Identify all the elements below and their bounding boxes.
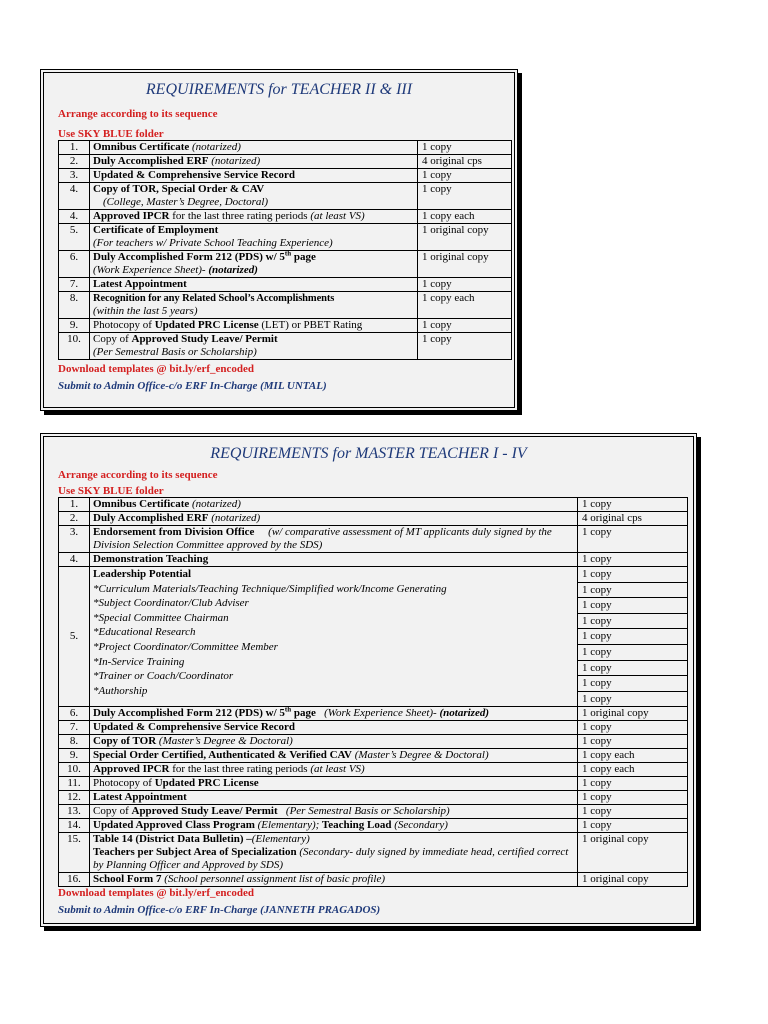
requirement-cell xyxy=(90,749,578,763)
quantity-cell: 1 copy each xyxy=(418,210,512,224)
requirement-name: Demonstration Teaching xyxy=(93,553,209,565)
requirement-note: (Per Semestral Basis or Scholarship) xyxy=(277,805,450,818)
quantity-cell: 1 copy xyxy=(578,498,688,512)
row-number: 4. xyxy=(59,183,90,210)
row-number: 6. xyxy=(59,251,90,278)
requirement-name: Duly Accomplished ERF xyxy=(93,155,209,167)
requirement-cell xyxy=(90,251,418,278)
table-row xyxy=(59,735,688,749)
requirement-note: (For teachers w/ Private School Teaching Experience) xyxy=(93,237,333,249)
requirement-cell xyxy=(90,707,578,721)
quantity-value: 1 copy xyxy=(578,676,687,692)
quantity-value: 1 copy xyxy=(578,629,687,645)
table-row xyxy=(59,512,688,526)
row-number: 8. xyxy=(59,735,90,749)
requirement-note: (notarized) xyxy=(208,155,261,167)
requirement-name-cont: page xyxy=(291,707,316,720)
table-row xyxy=(59,805,688,819)
table-row xyxy=(59,292,512,319)
requirement-name: Duly Accomplished Form 212 (PDS) w/ 5 xyxy=(93,707,285,720)
quantity-cell: 1 original copy xyxy=(578,833,688,873)
row-number: 1. xyxy=(59,141,90,155)
quantity-value: 1 copy xyxy=(578,598,687,614)
leadership-item: *In-Service Training xyxy=(93,655,185,668)
requirement-cell xyxy=(90,210,418,224)
row-number: 7. xyxy=(59,278,90,292)
teacher-requirements-panel xyxy=(40,69,518,411)
requirement-text: Photocopy of xyxy=(93,777,155,790)
quantity-cell: 1 copy xyxy=(418,278,512,292)
requirement-cell xyxy=(90,567,578,707)
row-number: 9. xyxy=(59,319,90,333)
requirement-name: Omnibus Certificate xyxy=(93,141,190,153)
leadership-item: *Authorship xyxy=(93,684,148,697)
panel-title: REQUIREMENTS for MASTER TEACHER I - IV xyxy=(210,445,527,462)
quantity-cell: 1 copy xyxy=(418,183,512,210)
requirement-name: Copy of TOR xyxy=(93,735,157,748)
requirement-note: (Work Experience Sheet)- xyxy=(315,707,440,720)
requirement-note: (Per Semestral Basis or Scholarship) xyxy=(93,346,257,358)
table-row xyxy=(59,763,688,777)
row-number: 15. xyxy=(59,833,90,873)
leadership-item: *Trainer or Coach/Coordinator xyxy=(93,670,234,683)
submit-note: Submit to Admin Office-c/o ERF In-Charge (JANNETH PRAGADOS) xyxy=(58,904,381,917)
table-row xyxy=(59,749,688,763)
requirement-name: Special Order Certified, Authenticated & Verified CAV xyxy=(93,749,352,762)
table-row xyxy=(59,169,512,183)
table-row xyxy=(59,777,688,791)
requirements-table xyxy=(58,497,688,887)
row-number: 6. xyxy=(59,707,90,721)
table-row xyxy=(59,210,512,224)
row-number: 2. xyxy=(59,512,90,526)
requirement-note: (notarized) xyxy=(189,141,241,153)
table-row xyxy=(59,553,688,567)
quantity-cell: 4 original cps xyxy=(418,155,512,169)
row-number: 11. xyxy=(59,777,90,791)
requirement-note: (at least VS) xyxy=(310,210,365,222)
requirement-name: Omnibus Certificate xyxy=(93,498,190,510)
requirement-cell xyxy=(90,333,418,360)
requirement-cell xyxy=(90,763,578,777)
table-row xyxy=(59,333,512,360)
requirement-note: (Master’s Degree & Doctoral) xyxy=(156,735,293,748)
table-row xyxy=(59,567,688,707)
requirement-note: (w/ comparative assessment of MT applicants duly signed by the Division Selection Committee approved by the SDS) xyxy=(93,526,552,551)
quantity-cell: 1 copy xyxy=(578,805,688,819)
requirement-name: School Form 7 xyxy=(93,873,162,886)
requirement-cell xyxy=(90,183,418,210)
requirement-text: (LET) or PBET Rating xyxy=(258,319,363,331)
requirement-name-cont: page xyxy=(291,251,316,263)
requirement-cell xyxy=(90,319,418,333)
requirement-text: Copy of xyxy=(93,333,132,345)
requirement-name: Approved Study Leave/ Permit xyxy=(131,805,278,818)
requirement-cell xyxy=(90,553,578,567)
requirement-note: (Work Experience Sheet)- xyxy=(93,264,209,276)
requirement-note: (at least VS) xyxy=(310,763,365,776)
requirement-cell xyxy=(90,805,578,819)
leadership-item: *Curriculum Materials/Teaching Technique/Simplified work/Income Generating xyxy=(93,582,447,595)
requirement-note: (Elementary) xyxy=(251,833,310,846)
table-row xyxy=(59,707,688,721)
requirement-name: Latest Appointment xyxy=(93,791,187,804)
leadership-item: *Special Committee Chairman xyxy=(93,611,229,624)
row-number: 3. xyxy=(59,169,90,183)
requirement-name: Updated & Comprehensive Service Record xyxy=(93,169,296,181)
quantity-cell: 1 original copy xyxy=(418,251,512,278)
requirement-cell xyxy=(90,791,578,805)
table-row xyxy=(59,183,512,210)
requirement-cell xyxy=(90,735,578,749)
quantity-cell: 1 copy xyxy=(578,721,688,735)
requirement-name: Updated PRC License xyxy=(154,777,259,790)
instruction-folder: Use SKY BLUE folder xyxy=(58,128,164,140)
requirement-name: Duly Accomplished Form 212 (PDS) w/ 5 xyxy=(93,251,285,263)
row-number: 10. xyxy=(59,763,90,777)
requirement-name: Updated PRC License xyxy=(154,319,259,331)
requirement-name: Table 14 (District Data Bulletin) – xyxy=(93,833,252,846)
requirement-note-bold: (notarized) xyxy=(208,264,258,276)
master-teacher-requirements-panel xyxy=(40,433,697,927)
requirement-cell xyxy=(90,278,418,292)
requirement-cell xyxy=(90,721,578,735)
requirement-name: Endorsement from Division Office xyxy=(93,526,255,538)
requirement-name: Copy of TOR, Special Order & CAV xyxy=(93,183,265,195)
requirement-name: Approved IPCR xyxy=(93,763,170,776)
leadership-item: Leadership Potential xyxy=(93,568,192,580)
quantity-value: 1 copy xyxy=(578,614,687,630)
superscript: th xyxy=(284,249,292,258)
quantity-cell: 1 copy xyxy=(418,141,512,155)
requirement-cell xyxy=(90,819,578,833)
instruction-sequence: Arrange according to its sequence xyxy=(58,108,218,120)
requirement-note: (notarized) xyxy=(189,498,241,510)
panel-title: REQUIREMENTS for TEACHER II & III xyxy=(145,81,413,98)
requirement-name: Updated Approved Class Program xyxy=(93,819,255,832)
requirement-name: Latest Appointment xyxy=(93,278,187,290)
download-templates-link[interactable]: Download templates @ bit.ly/erf_encoded xyxy=(58,887,254,900)
requirement-note: (College, Master’s Degree, Doctoral) xyxy=(103,196,269,208)
requirement-text: Copy of xyxy=(93,805,132,818)
table-row xyxy=(59,873,688,887)
table-row xyxy=(59,721,688,735)
quantity-value: 1 copy xyxy=(578,645,687,661)
instruction-sequence: Arrange according to its sequence xyxy=(58,469,218,481)
quantity-value: 1 copy xyxy=(582,692,612,705)
row-number: 3. xyxy=(59,526,90,553)
quantity-cell: 1 original copy xyxy=(418,224,512,251)
requirement-cell xyxy=(90,498,578,512)
row-number: 13. xyxy=(59,805,90,819)
quantity-cell: 1 copy xyxy=(418,169,512,183)
requirement-cell xyxy=(90,155,418,169)
requirement-text: for the last three rating periods xyxy=(169,210,311,222)
row-number: 5. xyxy=(59,224,90,251)
requirement-cell xyxy=(90,292,418,319)
row-number: 1. xyxy=(59,498,90,512)
leadership-item: *Subject Coordinator/Club Adviser xyxy=(93,597,249,610)
leadership-item: *Educational Research xyxy=(93,626,196,639)
table-row xyxy=(59,791,688,805)
requirements-table xyxy=(58,140,512,360)
row-number: 14. xyxy=(59,819,90,833)
table-row xyxy=(59,155,512,169)
requirement-cell xyxy=(90,141,418,155)
row-number: 5. xyxy=(59,567,90,707)
table-row xyxy=(59,526,688,553)
quantity-value: 1 copy xyxy=(578,583,687,599)
requirement-text: for the last three rating periods xyxy=(169,763,311,776)
leadership-item: *Project Coordinator/Committee Member xyxy=(93,640,278,653)
requirement-name: Recognition for any Related School’s Accomplishments xyxy=(93,293,335,304)
quantity-cell: 1 copy each xyxy=(578,749,688,763)
table-row xyxy=(59,141,512,155)
quantity-cell: 1 copy xyxy=(578,735,688,749)
requirement-note: (Master’s Degree & Doctoral) xyxy=(351,749,489,762)
quantity-cell: 1 copy xyxy=(578,791,688,805)
row-number: 8. xyxy=(59,292,90,319)
table-row xyxy=(59,278,512,292)
quantity-cell: 1 copy each xyxy=(578,763,688,777)
row-number: 4. xyxy=(59,553,90,567)
requirement-name: Duly Accomplished ERF xyxy=(93,512,209,524)
requirement-note: (within the last 5 years) xyxy=(93,305,198,317)
table-row xyxy=(59,498,688,512)
requirement-note-cont: (Secondary) xyxy=(391,819,448,832)
requirement-cell xyxy=(90,169,418,183)
requirement-cell xyxy=(90,873,578,887)
requirement-cell xyxy=(90,224,418,251)
quantity-value: 1 copy xyxy=(578,567,687,583)
quantity-cell: 1 copy xyxy=(418,333,512,360)
requirement-name: Updated & Comprehensive Service Record xyxy=(93,721,296,734)
row-number: 12. xyxy=(59,791,90,805)
requirement-cell xyxy=(90,777,578,791)
requirement-name-cont: Teaching Load xyxy=(319,819,392,832)
requirement-note: (notarized) xyxy=(208,512,261,524)
requirement-cell xyxy=(90,512,578,526)
requirement-cell xyxy=(90,526,578,553)
row-number: 9. xyxy=(59,749,90,763)
row-number: 2. xyxy=(59,155,90,169)
row-number: 7. xyxy=(59,721,90,735)
quantity-cell: 1 copy xyxy=(578,819,688,833)
submit-note: Submit to Admin Office-c/o ERF In-Charge (MIL UNTAL) xyxy=(58,380,327,392)
quantity-cell: 1 copy xyxy=(578,526,688,553)
quantity-cell: 1 copy xyxy=(418,319,512,333)
requirement-note-bold: (notarized) xyxy=(439,707,489,720)
download-templates-link[interactable]: Download templates @ bit.ly/erf_encoded xyxy=(58,363,254,375)
quantity-cell: 1 original copy xyxy=(578,873,688,887)
quantity-cell: 4 original cps xyxy=(578,512,688,526)
requirement-name-cont: Teachers per Subject Area of Specialization xyxy=(93,846,297,859)
table-row xyxy=(59,833,688,873)
quantity-value: 1 copy xyxy=(578,661,687,677)
quantity-cell xyxy=(578,567,688,707)
row-number: 10. xyxy=(59,333,90,360)
quantity-cell: 1 copy xyxy=(578,777,688,791)
superscript: th xyxy=(284,705,292,714)
requirement-note: (Elementary); xyxy=(254,819,320,832)
table-row xyxy=(59,251,512,278)
table-row xyxy=(59,819,688,833)
table-row xyxy=(59,319,512,333)
requirement-note-cont: (Secondary- duly signed by immediate head, certified correct by Planning Officer and Approved by SDS) xyxy=(93,846,569,872)
quantity-cell: 1 original copy xyxy=(578,707,688,721)
row-number: 4. xyxy=(59,210,90,224)
requirement-name: Certificate of Employment xyxy=(93,224,219,236)
requirement-note: (School personnel assignment list of basic profile) xyxy=(161,873,385,886)
quantity-cell: 1 copy xyxy=(578,553,688,567)
quantity-cell: 1 copy each xyxy=(418,292,512,319)
requirement-name: Approved IPCR xyxy=(93,210,170,222)
requirement-text: Photocopy of xyxy=(93,319,155,331)
row-number: 16. xyxy=(59,873,90,887)
requirement-cell xyxy=(90,833,578,873)
requirement-name: Approved Study Leave/ Permit xyxy=(131,333,278,345)
instruction-folder: Use SKY BLUE folder xyxy=(58,485,164,497)
table-row xyxy=(59,224,512,251)
